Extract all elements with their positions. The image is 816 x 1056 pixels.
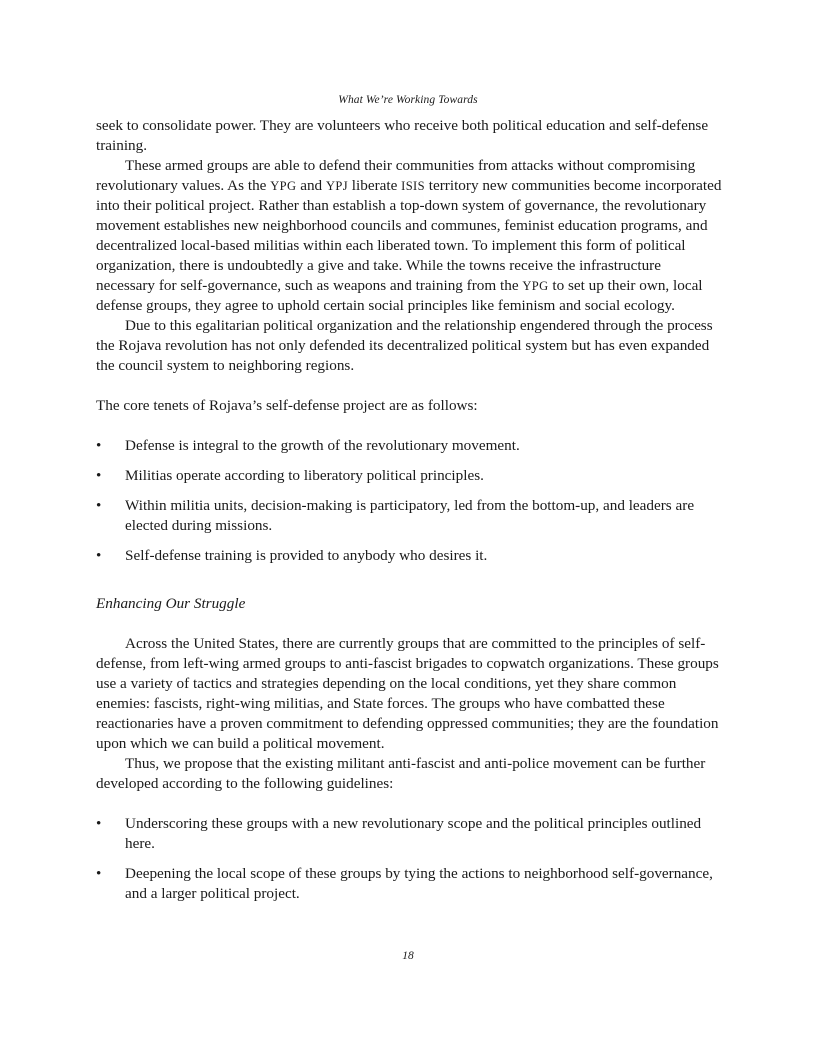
- acronym-ypj: YPJ: [325, 179, 348, 193]
- section-title: Enhancing Our Struggle: [96, 595, 246, 612]
- guidelines-list: [96, 814, 722, 904]
- paragraph-2-part-c: liberate: [348, 177, 402, 194]
- list-item: • Defense is integral to the growth of the revolutionary movement.: [96, 436, 722, 456]
- paragraph-6: Thus, we propose that the existing militant anti-fascist and anti-police movement can be further developed according to the following guidelines:: [96, 755, 706, 792]
- paragraph-4: The core tenets of Rojava’s self-defense project are as follows:: [96, 397, 478, 414]
- acronym-ypg: YPG: [270, 179, 297, 193]
- body-text: [96, 116, 722, 914]
- spacer: [96, 576, 722, 594]
- list-item: • Within militia units, decision-making is participatory, led from the bottom-up, and leaders are elected during missions.: [96, 496, 722, 536]
- list-item: • Militias operate according to liberatory political principles.: [96, 466, 722, 486]
- tenets-list: [96, 436, 722, 566]
- spacer: [96, 376, 722, 396]
- paragraph-5: Across the United States, there are currently groups that are committed to the principles of self-defense, from left-wing armed groups to anti-fascist brigades to copwatch organizations. These groups use a variety of tactics and strategies depending on the local conditions, yet they share common enemies: fascists, right-wing militias, and State forces. The groups who have combatted these reactionaries have a proven commitment to defending oppressed communities; they are the foundation upon which we can build a political movement.: [96, 635, 719, 752]
- list-item: • Self-defense training is provided to anybody who desires it.: [96, 546, 722, 566]
- paragraph-2: [96, 156, 722, 316]
- list-item: • Underscoring these groups with a new revolutionary scope and the political principles outlined here.: [96, 814, 722, 854]
- paragraph-2-part-a: These armed groups are able to defend their communities from attacks without compromising revolutionary values. As the: [96, 157, 696, 194]
- running-head: What We’re Working Towards: [338, 94, 478, 106]
- spacer: [96, 794, 722, 814]
- paragraph-2-part-e: to set up their own, local defense groups, they agree to uphold certain social principles like feminism and social ecology.: [96, 277, 703, 314]
- paragraph-1: seek to consolidate power. They are volunteers who receive both political education and self-defense training.: [96, 117, 709, 154]
- spacer: [96, 614, 722, 634]
- list-item: • Deepening the local scope of these groups by tying the actions to neighborhood self-governance, and a larger political project.: [96, 864, 722, 904]
- paragraph-3: Due to this egalitarian political organization and the relationship engendered through the process the Rojava revolution has not only defended its decentralized political system but has even expanded the council system to neighboring regions.: [96, 317, 713, 374]
- acronym-ypg-2: YPG: [522, 279, 549, 293]
- acronym-isis: ISIS: [401, 179, 425, 193]
- spacer: [96, 416, 722, 436]
- paragraph-2-part-b: and: [296, 177, 326, 194]
- page-number: 18: [402, 950, 414, 962]
- paragraph-2-part-d: territory new communities become incorporated into their political project. Rather than establish a top-down system of governance, the revolutionary movement establishes new neighborhood councils and communes, feminist education programs, and decentralized local-based militias within each liberated town. To implement this form of political organization, there is undoubtedly a give and take. While the towns receive the infrastructure necessary for self-governance, such as weapons and training from the: [96, 177, 722, 294]
